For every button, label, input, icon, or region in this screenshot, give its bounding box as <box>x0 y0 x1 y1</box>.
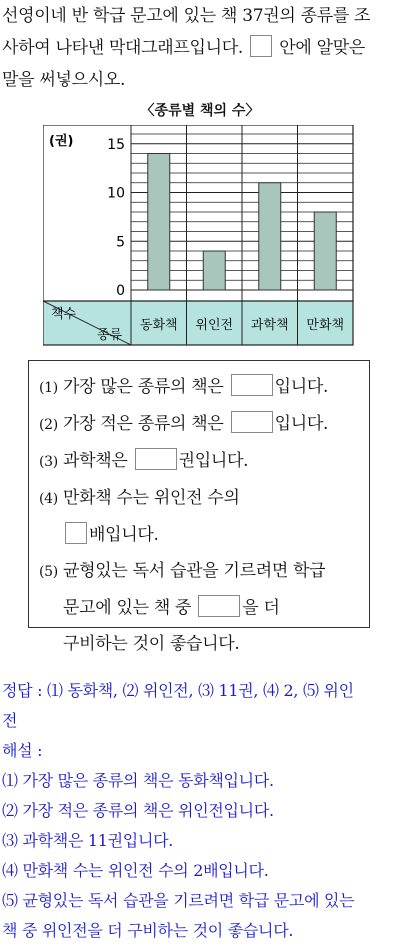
question-5: (5) 균형있는 독서 습관을 기르려면 학급 <box>39 561 326 581</box>
question-2: (2) 가장 적은 종류의 책은 입니다. <box>39 406 369 443</box>
answer-line-2: 전 <box>2 711 18 730</box>
bar-만화책 <box>314 212 336 290</box>
intro-line-1: 선영이네 반 학급 문고에 있는 책 37권의 종류를 조 <box>2 6 371 26</box>
explanation-4: ⑷ 만화책 수는 위인전 수의 2배입니다. <box>2 861 269 880</box>
intro-line-2a: 사하여 나타낸 막대그래프입니다. <box>2 38 244 58</box>
explanation-5: ⑸ 균형있는 독서 습관을 기르려면 학급 문고에 있는 <box>2 891 355 910</box>
explanation-2: ⑵ 가장 적은 종류의 책은 위인전입니다. <box>2 801 274 820</box>
corner-bottom-label: 종류 <box>97 328 123 343</box>
answer-blank-box <box>198 595 240 617</box>
corner-top-label: 책수 <box>51 307 77 322</box>
y-tick-label: 5 <box>116 234 125 251</box>
bar-chart <box>43 125 355 347</box>
explanation-1: ⑴ 가장 많은 종류의 책은 동화책입니다. <box>2 771 274 790</box>
question-3: (3) 과학책은 권입니다. <box>39 443 369 480</box>
question-4-cont: 배입니다. <box>39 517 369 553</box>
y-axis-unit: (권) <box>49 134 74 149</box>
chart-title: 〈종류별 책의 수〉 <box>140 103 260 119</box>
category-label: 동화책 <box>139 318 178 333</box>
chart-plot-bg <box>43 125 353 301</box>
category-label: 만화책 <box>306 318 345 333</box>
answer-section <box>2 676 398 946</box>
answer-blank-box <box>65 522 87 544</box>
question-box <box>28 360 370 654</box>
intro-line-3: 말을 써넣으시오. <box>2 70 126 90</box>
category-label: 과학책 <box>250 318 289 333</box>
answer-line-1: 정답 : ⑴ 동화책, ⑵ 위인전, ⑶ 11권, ⑷ 2, ⑸ 위인 <box>2 681 354 700</box>
answer-blank-box <box>250 35 272 57</box>
question-5-end: 구비하는 것이 좋습니다. <box>63 634 240 654</box>
explanation-6: 책 중 위인전을 더 구비하는 것이 좋습니다. <box>2 921 294 940</box>
question-5-cont: 문고에 있는 책 중 을 더 <box>39 590 369 626</box>
explanation-label: 해설 : <box>2 741 43 760</box>
explanation-3: ⑶ 과학책은 11권입니다. <box>2 831 174 850</box>
y-tick-label: 15 <box>107 136 125 153</box>
question-4: (4) 만화책 수는 위인전 수의 <box>39 488 240 508</box>
answer-blank-box <box>135 448 177 470</box>
bar-동화책 <box>148 154 170 291</box>
question-1: (1) 가장 많은 종류의 책은 입니다. <box>39 369 369 406</box>
bar-위인전 <box>203 251 225 290</box>
bar-과학책 <box>259 183 281 290</box>
category-label: 위인전 <box>195 318 234 333</box>
answer-blank-box <box>231 411 273 433</box>
y-tick-label: 10 <box>107 185 125 202</box>
problem-intro <box>2 0 398 96</box>
y-tick-label: 0 <box>116 283 125 299</box>
answer-blank-box <box>231 374 273 396</box>
intro-line-2 <box>2 32 398 64</box>
intro-line-2b: 안에 알맞은 <box>279 38 365 58</box>
